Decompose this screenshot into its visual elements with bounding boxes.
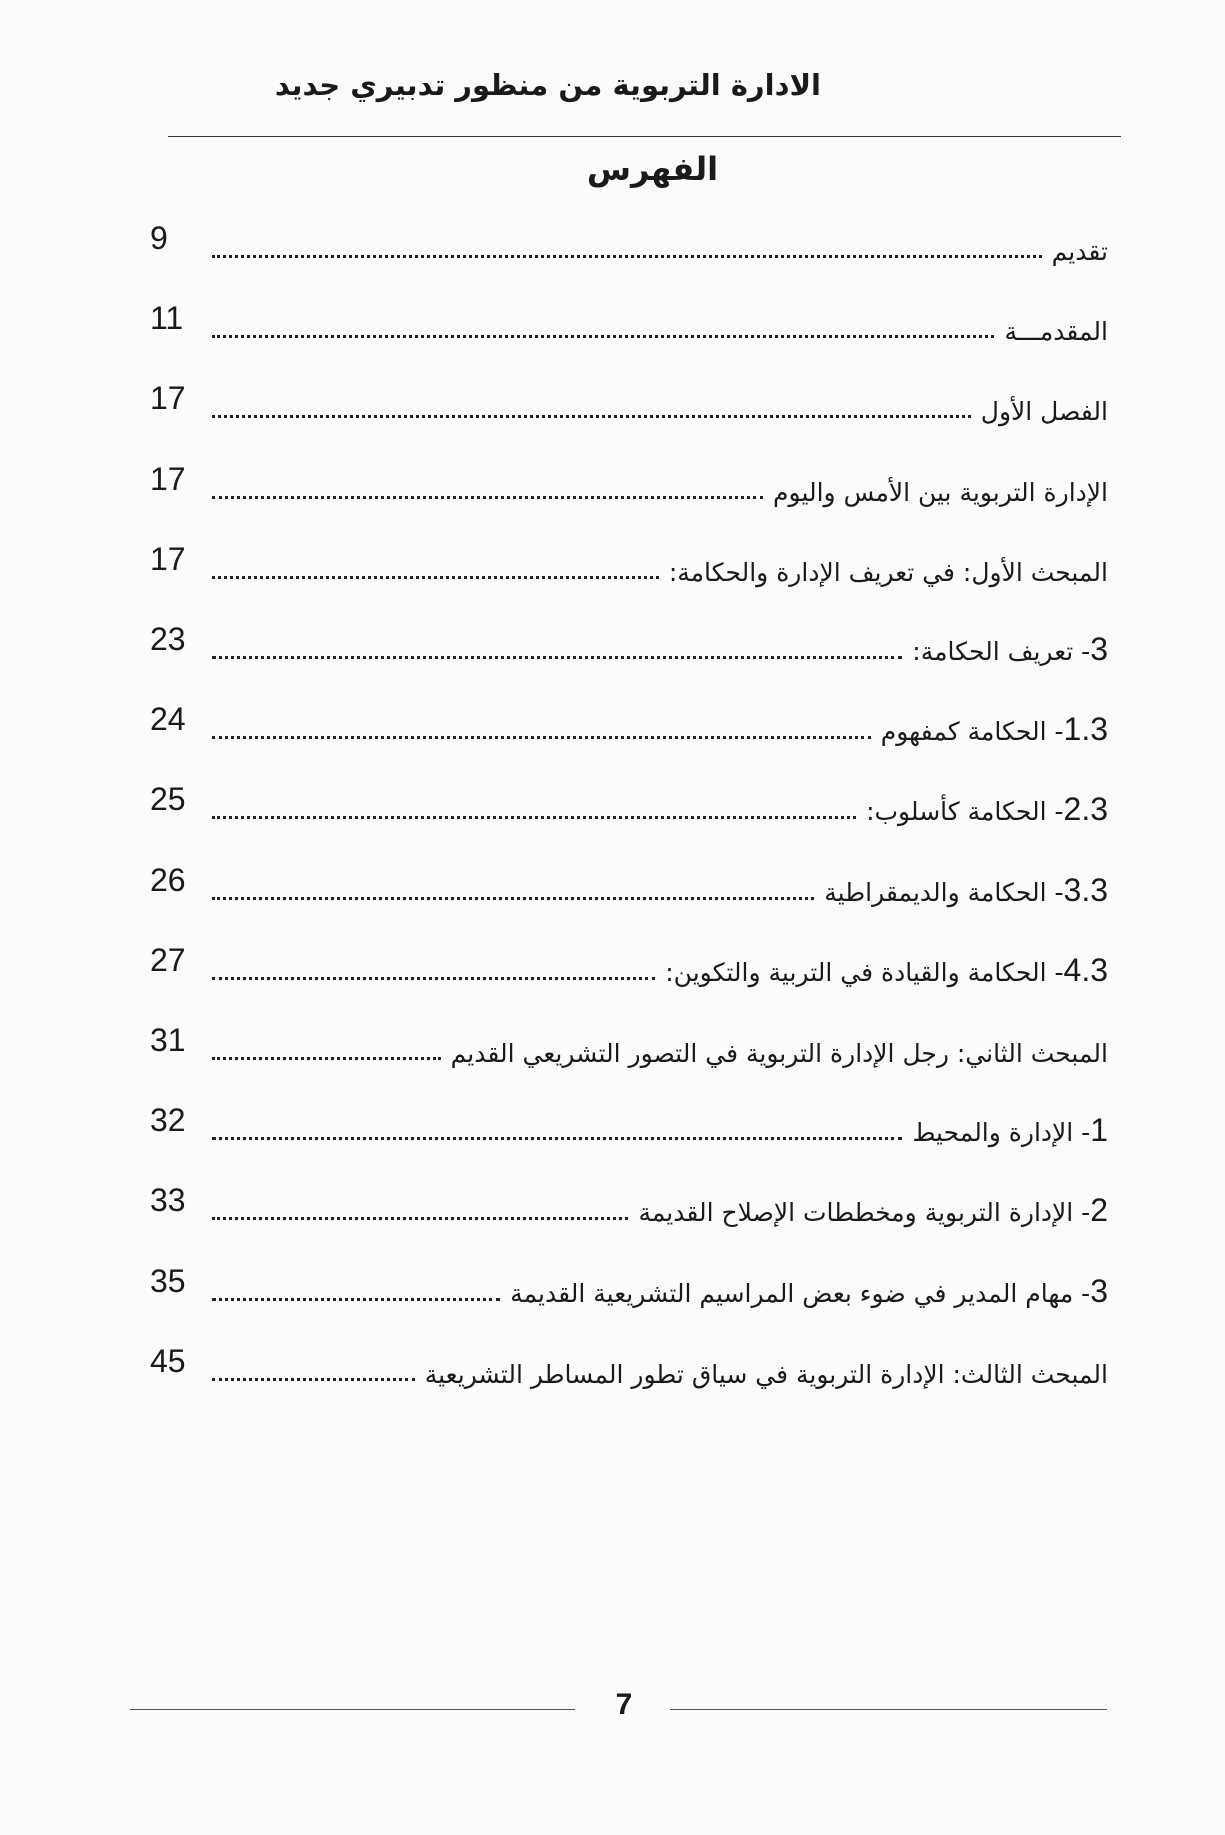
toc-leader-dots [212,1378,415,1381]
toc-entry-section-number: 3 [1090,1273,1108,1309]
toc-entry-label: - الحكامة والديمقراطية [824,878,1064,907]
toc-leader-dots [212,977,655,980]
running-title: الادارة التربوية من منظور تدبيري جديد [274,68,821,102]
toc-entry-title [441,1041,1108,1066]
toc-entry-title [814,874,1108,906]
toc-entry [150,693,1108,745]
toc-entry-section-number: 2 [1090,1192,1108,1228]
footer-divider-right [670,1709,1107,1710]
toc-entry-title [500,1275,1108,1307]
toc-entry-page-number: 17 [150,541,186,577]
footer-divider-left [130,1709,575,1710]
toc-leader-dots [212,415,971,418]
toc-entry-section-number: 3 [1090,631,1108,667]
toc-leader-dots [212,1137,902,1140]
toc-entry-title [415,1362,1108,1387]
toc-entry-title [902,1114,1108,1146]
toc-entry-title [628,1194,1108,1226]
toc-entry-label: - الإدارة التربوية ومخططات الإصلاح القديمة [638,1198,1091,1227]
toc-entry [150,1014,1108,1066]
toc-entry-title [994,319,1108,344]
toc-leader-dots [212,656,902,659]
toc-entry-page-number: 33 [150,1182,186,1218]
toc-leader-dots [212,1217,628,1220]
toc-entry-page-number: 9 [150,220,168,256]
toc-entry-label: المقدمـــة [1004,317,1108,346]
toc-heading-text: الفهرس [586,150,719,188]
toc-entry [150,292,1108,344]
toc-entry-page-number: 31 [150,1022,186,1058]
toc-entry [150,773,1108,825]
toc-entry-label: الإدارة التربوية بين الأمس واليوم [773,478,1108,507]
toc-entry [150,212,1108,264]
toc-entry [150,1094,1108,1146]
toc-entry-page-number: 45 [150,1343,186,1379]
toc-entry-label: - مهام المدير في ضوء بعض المراسيم التشريعية القديمة [510,1279,1091,1308]
toc-entry [150,1335,1108,1387]
toc-leader-dots [212,897,814,900]
toc-entry-section-number: 1 [1090,1112,1108,1148]
toc-entry-section-number: 4.3 [1063,952,1108,988]
toc-entry-page-number: 26 [150,862,186,898]
toc-entry-title [659,560,1108,585]
toc-entry-page-number: 24 [150,701,186,737]
toc-entry-title [871,713,1108,745]
toc-leader-dots [212,1298,500,1301]
toc-entry-title [763,480,1108,505]
toc-leader-dots [212,816,856,819]
toc-entry-page-number: 17 [150,380,186,416]
toc-entry [150,613,1108,665]
toc-leader-dots [212,1057,441,1060]
toc-entry [150,533,1108,585]
toc-entry-page-number: 27 [150,942,186,978]
toc-entry-page-number: 35 [150,1263,186,1299]
toc-leader-dots [212,255,1042,258]
toc-entry-title [655,954,1108,986]
toc-entry-page-number: 11 [150,300,184,336]
toc-entry-section-number: 1.3 [1063,711,1108,747]
toc-entry-label: تقديم [1051,237,1108,266]
toc-entry-title [971,399,1108,424]
toc-leader-dots [212,335,994,338]
toc-entry [150,372,1108,424]
toc-entry-label: المبحث الثالث: الإدارة التربوية في سياق تطور المساطر التشريعية [424,1360,1108,1389]
toc-entry-label: - الحكامة والقيادة في التربية والتكوين: [665,958,1064,987]
toc-entry-title [1042,239,1108,264]
toc-entry-page-number: 32 [150,1102,186,1138]
toc-leader-dots [212,496,763,499]
toc-entry-page-number: 17 [150,461,186,497]
toc-entry-label: - الحكامة كمفهوم [880,717,1064,746]
toc-entry [150,1174,1108,1226]
toc-entry-label: الفصل الأول [980,397,1108,426]
toc-entry [150,1255,1108,1307]
toc-leader-dots [212,736,871,739]
toc-entry-section-number: 2.3 [1063,791,1108,827]
toc-entry-page-number: 25 [150,781,186,817]
toc-entry-section-number: 3.3 [1063,872,1108,908]
toc-entry-label: - الحكامة كأسلوب: [866,797,1064,826]
toc-entry-label: المبحث الأول: في تعريف الإدارة والحكامة: [668,558,1108,587]
toc-entry-title [902,633,1108,665]
toc-entry-label: المبحث الثاني: رجل الإدارة التربوية في التصور التشريعي القديم [450,1039,1108,1068]
toc-entry-label: - تعريف الحكامة: [912,637,1091,666]
toc-entry-page-number: 23 [150,621,186,657]
toc-entry [150,934,1108,986]
toc-leader-dots [212,576,659,579]
toc-entry [150,854,1108,906]
toc-entry-label: - الإدارة والمحيط [912,1118,1091,1147]
toc-entry-title [856,793,1108,825]
page-number: 7 [615,1688,633,1721]
toc-entry [150,453,1108,505]
